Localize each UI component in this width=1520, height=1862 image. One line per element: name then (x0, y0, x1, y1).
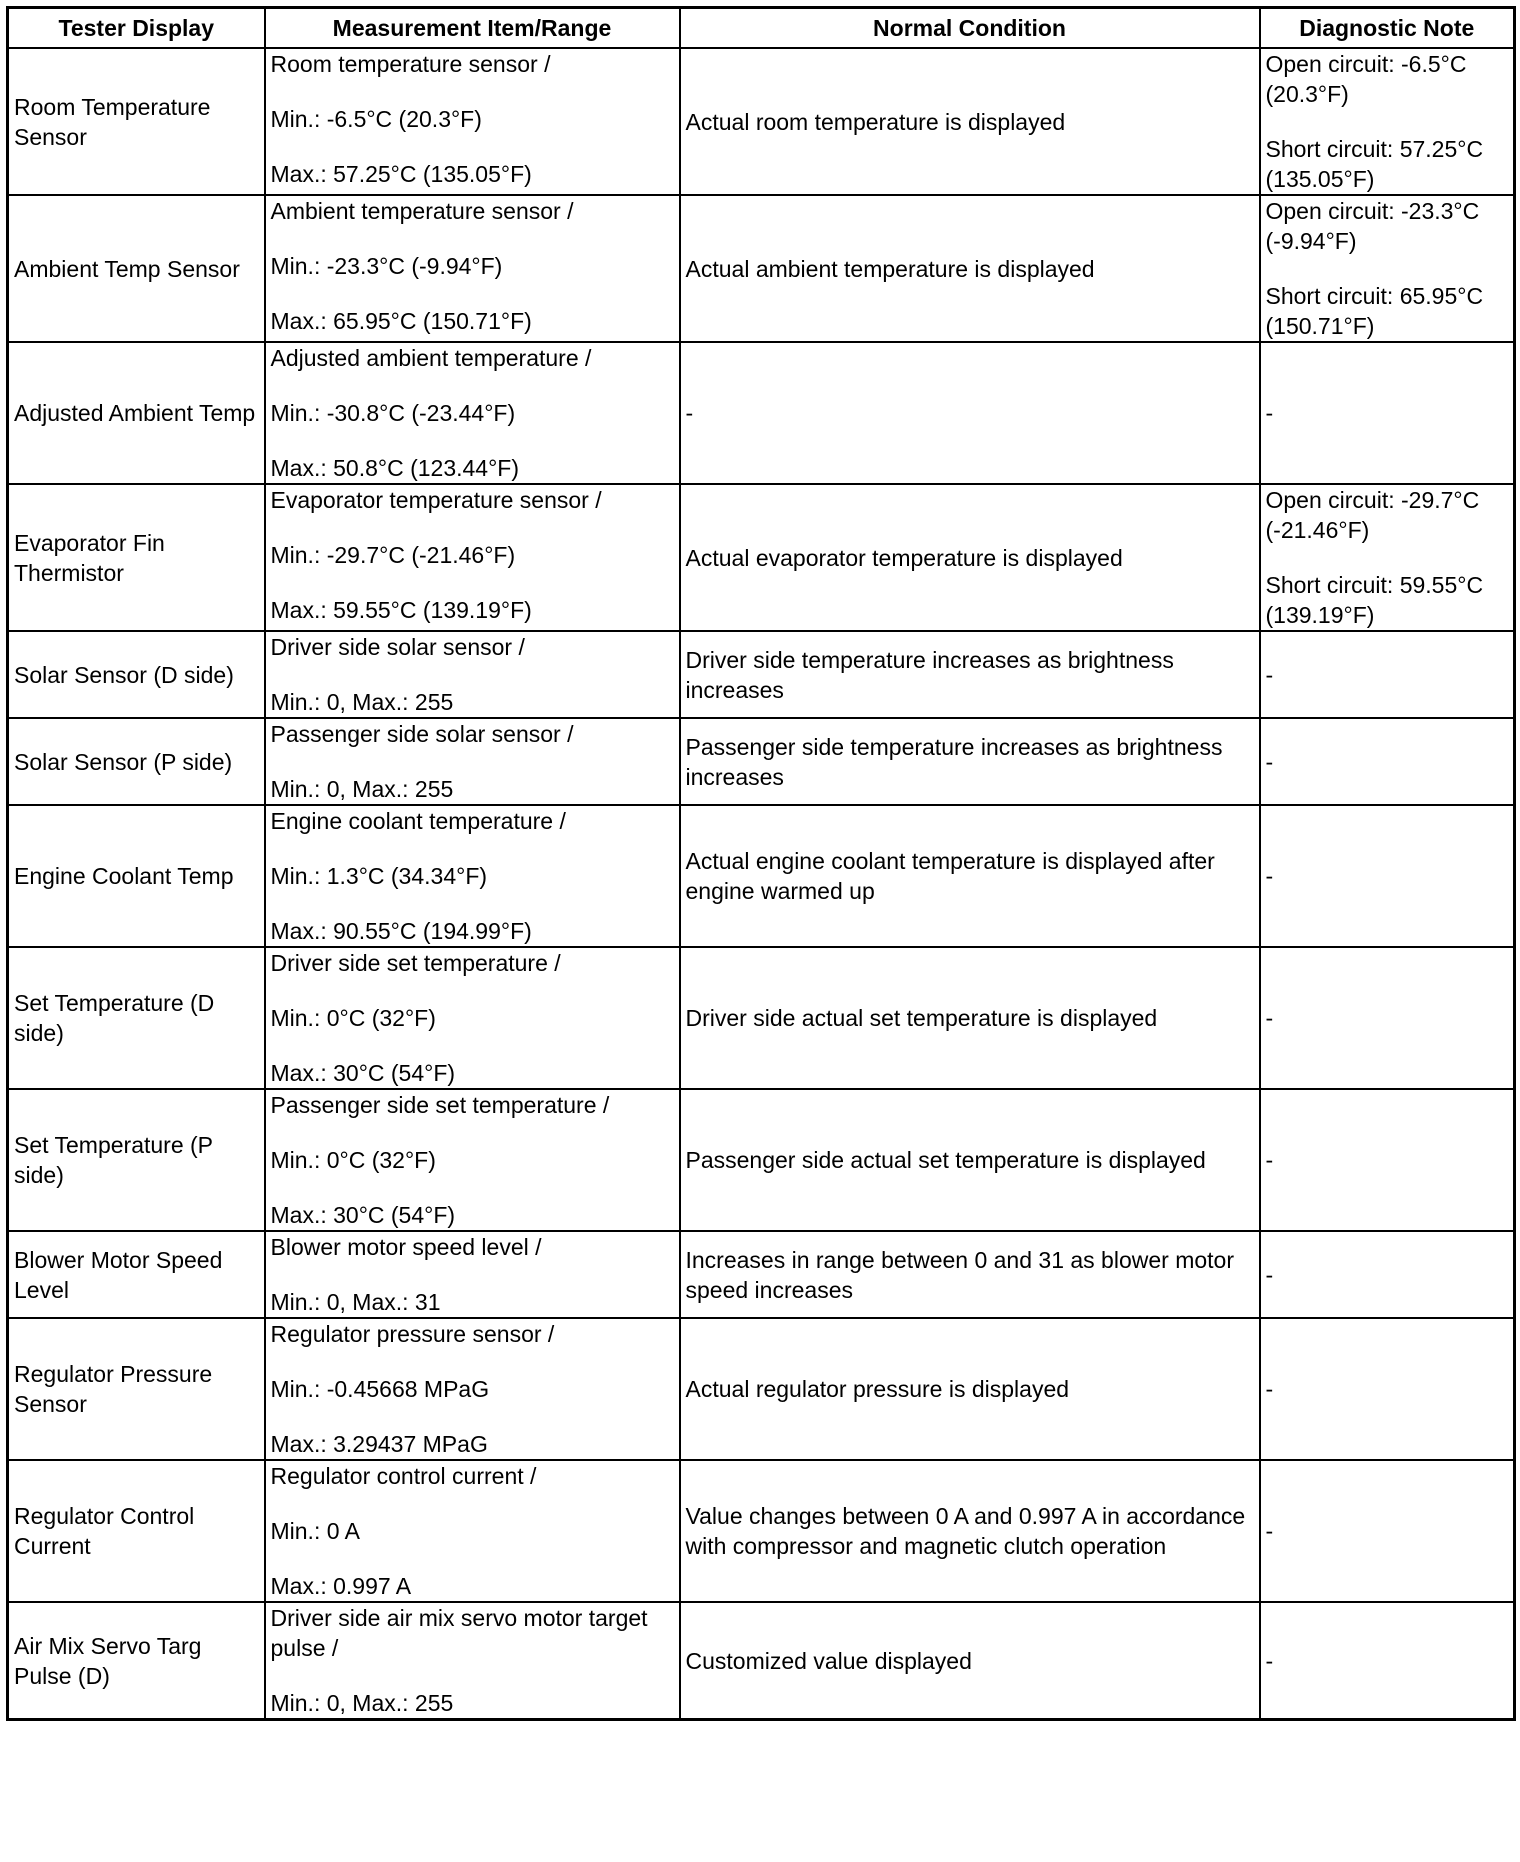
diagnostic-note-cell (1260, 484, 1515, 631)
measurement-line: Min.: 0, Max.: 255 (270, 1690, 454, 1716)
diagnostic-table-container (6, 6, 1516, 1721)
diagnostic-note-line: - (1265, 661, 1274, 688)
table-row (8, 631, 1515, 718)
measurement-cell (265, 48, 680, 195)
measurement-line: Regulator pressure sensor / (270, 1321, 555, 1347)
header-tester-display: Tester Display (8, 8, 265, 49)
diagnostic-note-cell (1260, 947, 1515, 1089)
measurement-cell (265, 805, 680, 947)
diagnostic-note-cell (1260, 1089, 1515, 1231)
measurement-line: Min.: 0, Max.: 31 (270, 1289, 441, 1315)
table-row (8, 195, 1515, 342)
measurement-line: Min.: 0, Max.: 255 (270, 689, 454, 715)
measurement-line: Driver side set temperature / (270, 950, 561, 976)
diagnostic-note-line: - (1265, 1147, 1274, 1173)
tester-display-cell: Evaporator Fin Thermistor (8, 484, 265, 631)
measurement-line: Blower motor speed level / (270, 1234, 542, 1260)
tester-display-cell: Blower Motor Speed Level (8, 1231, 265, 1318)
table-row (8, 1231, 1515, 1318)
measurement-line: Passenger side solar sensor / (270, 721, 574, 747)
normal-condition-cell: Actual regulator pressure is displayed (680, 1318, 1260, 1460)
tester-display-cell: Ambient Temp Sensor (8, 195, 265, 342)
header-normal-condition: Normal Condition (680, 8, 1260, 49)
normal-condition-cell: Actual engine coolant temperature is displayed after engine warmed up (680, 805, 1260, 947)
diagnostic-note-line: Short circuit: 59.55°C (139.19°F) (1265, 572, 1484, 628)
measurement-line: Max.: 0.997 A (270, 1573, 412, 1599)
table-body (8, 48, 1515, 1720)
diagnostic-note-line: - (1265, 1005, 1274, 1031)
diagnostic-note-cell (1260, 1460, 1515, 1602)
diagnostic-note-cell (1260, 805, 1515, 947)
measurement-line: Min.: -0.45668 MPaG (270, 1376, 490, 1402)
normal-condition-cell: Actual room temperature is displayed (680, 48, 1260, 195)
diagnostic-note-line: - (1265, 1261, 1274, 1288)
diagnostic-note-line: Open circuit: -6.5°C (20.3°F) (1265, 51, 1467, 107)
measurement-line: Min.: -30.8°C (-23.44°F) (270, 400, 516, 426)
diagnostic-note-line: - (1265, 400, 1274, 426)
measurement-line: Max.: 30°C (54°F) (270, 1202, 456, 1228)
measurement-cell (265, 631, 680, 718)
normal-condition-cell: Driver side actual set temperature is displayed (680, 947, 1260, 1089)
diagnostic-note-line: - (1265, 1518, 1274, 1544)
table-row (8, 1602, 1515, 1720)
measurement-line: Evaporator temperature sensor / (270, 487, 602, 513)
measurement-line: Min.: 0, Max.: 255 (270, 776, 454, 802)
measurement-line: Room temperature sensor / (270, 51, 551, 77)
measurement-cell (265, 947, 680, 1089)
diagnostic-note-line: Short circuit: 57.25°C (135.05°F) (1265, 136, 1484, 192)
diagnostic-note-cell (1260, 1231, 1515, 1318)
tester-display-cell: Solar Sensor (P side) (8, 718, 265, 805)
measurement-cell (265, 1318, 680, 1460)
measurement-line: Engine coolant temperature / (270, 808, 566, 834)
tester-display-cell: Solar Sensor (D side) (8, 631, 265, 718)
table-row (8, 1089, 1515, 1231)
diagnostic-note-cell (1260, 1602, 1515, 1720)
diagnostic-note-line: - (1265, 748, 1274, 775)
tester-display-cell: Air Mix Servo Targ Pulse (D) (8, 1602, 265, 1720)
diagnostic-note-cell (1260, 1318, 1515, 1460)
measurement-cell (265, 195, 680, 342)
tester-display-cell: Set Temperature (D side) (8, 947, 265, 1089)
measurement-line: Min.: -29.7°C (-21.46°F) (270, 542, 516, 568)
measurement-line: Driver side solar sensor / (270, 634, 525, 660)
diagnostic-note-line: Short circuit: 65.95°C (150.71°F) (1265, 283, 1484, 339)
measurement-line: Adjusted ambient temperature / (270, 345, 592, 371)
table-row (8, 718, 1515, 805)
tester-display-cell: Engine Coolant Temp (8, 805, 265, 947)
diagnostic-note-line: - (1265, 1647, 1274, 1674)
measurement-cell (265, 1460, 680, 1602)
tester-display-cell: Regulator Pressure Sensor (8, 1318, 265, 1460)
table-row (8, 342, 1515, 484)
measurement-line: Ambient temperature sensor / (270, 198, 574, 224)
measurement-line: Max.: 3.29437 MPaG (270, 1431, 488, 1457)
diagnostic-note-line: - (1265, 1376, 1274, 1402)
normal-condition-cell: Actual ambient temperature is displayed (680, 195, 1260, 342)
measurement-cell (265, 1602, 680, 1720)
measurement-cell (265, 342, 680, 484)
diagnostic-note-line: - (1265, 863, 1274, 889)
table-row (8, 1318, 1515, 1460)
measurement-line: Min.: 0°C (32°F) (270, 1147, 436, 1173)
normal-condition-cell: Customized value displayed (680, 1602, 1260, 1720)
header-measurement-item: Measurement Item/Range (265, 8, 680, 49)
diagnostic-note-cell (1260, 48, 1515, 195)
measurement-line: Max.: 90.55°C (194.99°F) (270, 918, 532, 944)
measurement-line: Passenger side set temperature / (270, 1092, 610, 1118)
measurement-line: Max.: 30°C (54°F) (270, 1060, 456, 1086)
measurement-line: Min.: 0 A (270, 1518, 360, 1544)
measurement-cell (265, 1231, 680, 1318)
diagnostic-note-line: Open circuit: -29.7°C (-21.46°F) (1265, 487, 1480, 543)
normal-condition-cell: Passenger side temperature increases as brightness increases (680, 718, 1260, 805)
measurement-line: Max.: 57.25°C (135.05°F) (270, 161, 532, 187)
tester-display-cell: Room Temperature Sensor (8, 48, 265, 195)
diagnostic-note-cell (1260, 195, 1515, 342)
measurement-cell (265, 718, 680, 805)
measurement-cell (265, 484, 680, 631)
diagnostic-note-line: Open circuit: -23.3°C (-9.94°F) (1265, 198, 1480, 254)
table-row (8, 48, 1515, 195)
table-header-row (8, 8, 1515, 49)
normal-condition-cell: Passenger side actual set temperature is displayed (680, 1089, 1260, 1231)
diagnostic-note-cell (1260, 718, 1515, 805)
table-row (8, 1460, 1515, 1602)
measurement-line: Min.: -23.3°C (-9.94°F) (270, 253, 503, 279)
measurement-line: Max.: 50.8°C (123.44°F) (270, 455, 519, 481)
tester-display-cell: Set Temperature (P side) (8, 1089, 265, 1231)
header-diagnostic-note: Diagnostic Note (1260, 8, 1515, 49)
normal-condition-cell: Increases in range between 0 and 31 as blower motor speed increases (680, 1231, 1260, 1318)
normal-condition-cell: Driver side temperature increases as brightness increases (680, 631, 1260, 718)
tester-display-cell: Adjusted Ambient Temp (8, 342, 265, 484)
measurement-line: Driver side air mix servo motor target pulse / (270, 1605, 648, 1661)
measurement-line: Max.: 59.55°C (139.19°F) (270, 597, 532, 623)
diagnostic-note-cell (1260, 631, 1515, 718)
table-row (8, 805, 1515, 947)
normal-condition-cell: - (680, 342, 1260, 484)
measurement-line: Max.: 65.95°C (150.71°F) (270, 308, 532, 334)
tester-display-cell: Regulator Control Current (8, 1460, 265, 1602)
normal-condition-cell: Value changes between 0 A and 0.997 A in accordance with compressor and magnetic clutch operation (680, 1460, 1260, 1602)
table-row (8, 947, 1515, 1089)
diagnostic-note-cell (1260, 342, 1515, 484)
measurement-line: Min.: 0°C (32°F) (270, 1005, 436, 1031)
measurement-line: Min.: 1.3°C (34.34°F) (270, 863, 488, 889)
measurement-line: Regulator control current / (270, 1463, 537, 1489)
measurement-line: Min.: -6.5°C (20.3°F) (270, 106, 482, 132)
measurement-cell (265, 1089, 680, 1231)
table-row (8, 484, 1515, 631)
normal-condition-cell: Actual evaporator temperature is displayed (680, 484, 1260, 631)
diagnostic-table (6, 6, 1516, 1721)
